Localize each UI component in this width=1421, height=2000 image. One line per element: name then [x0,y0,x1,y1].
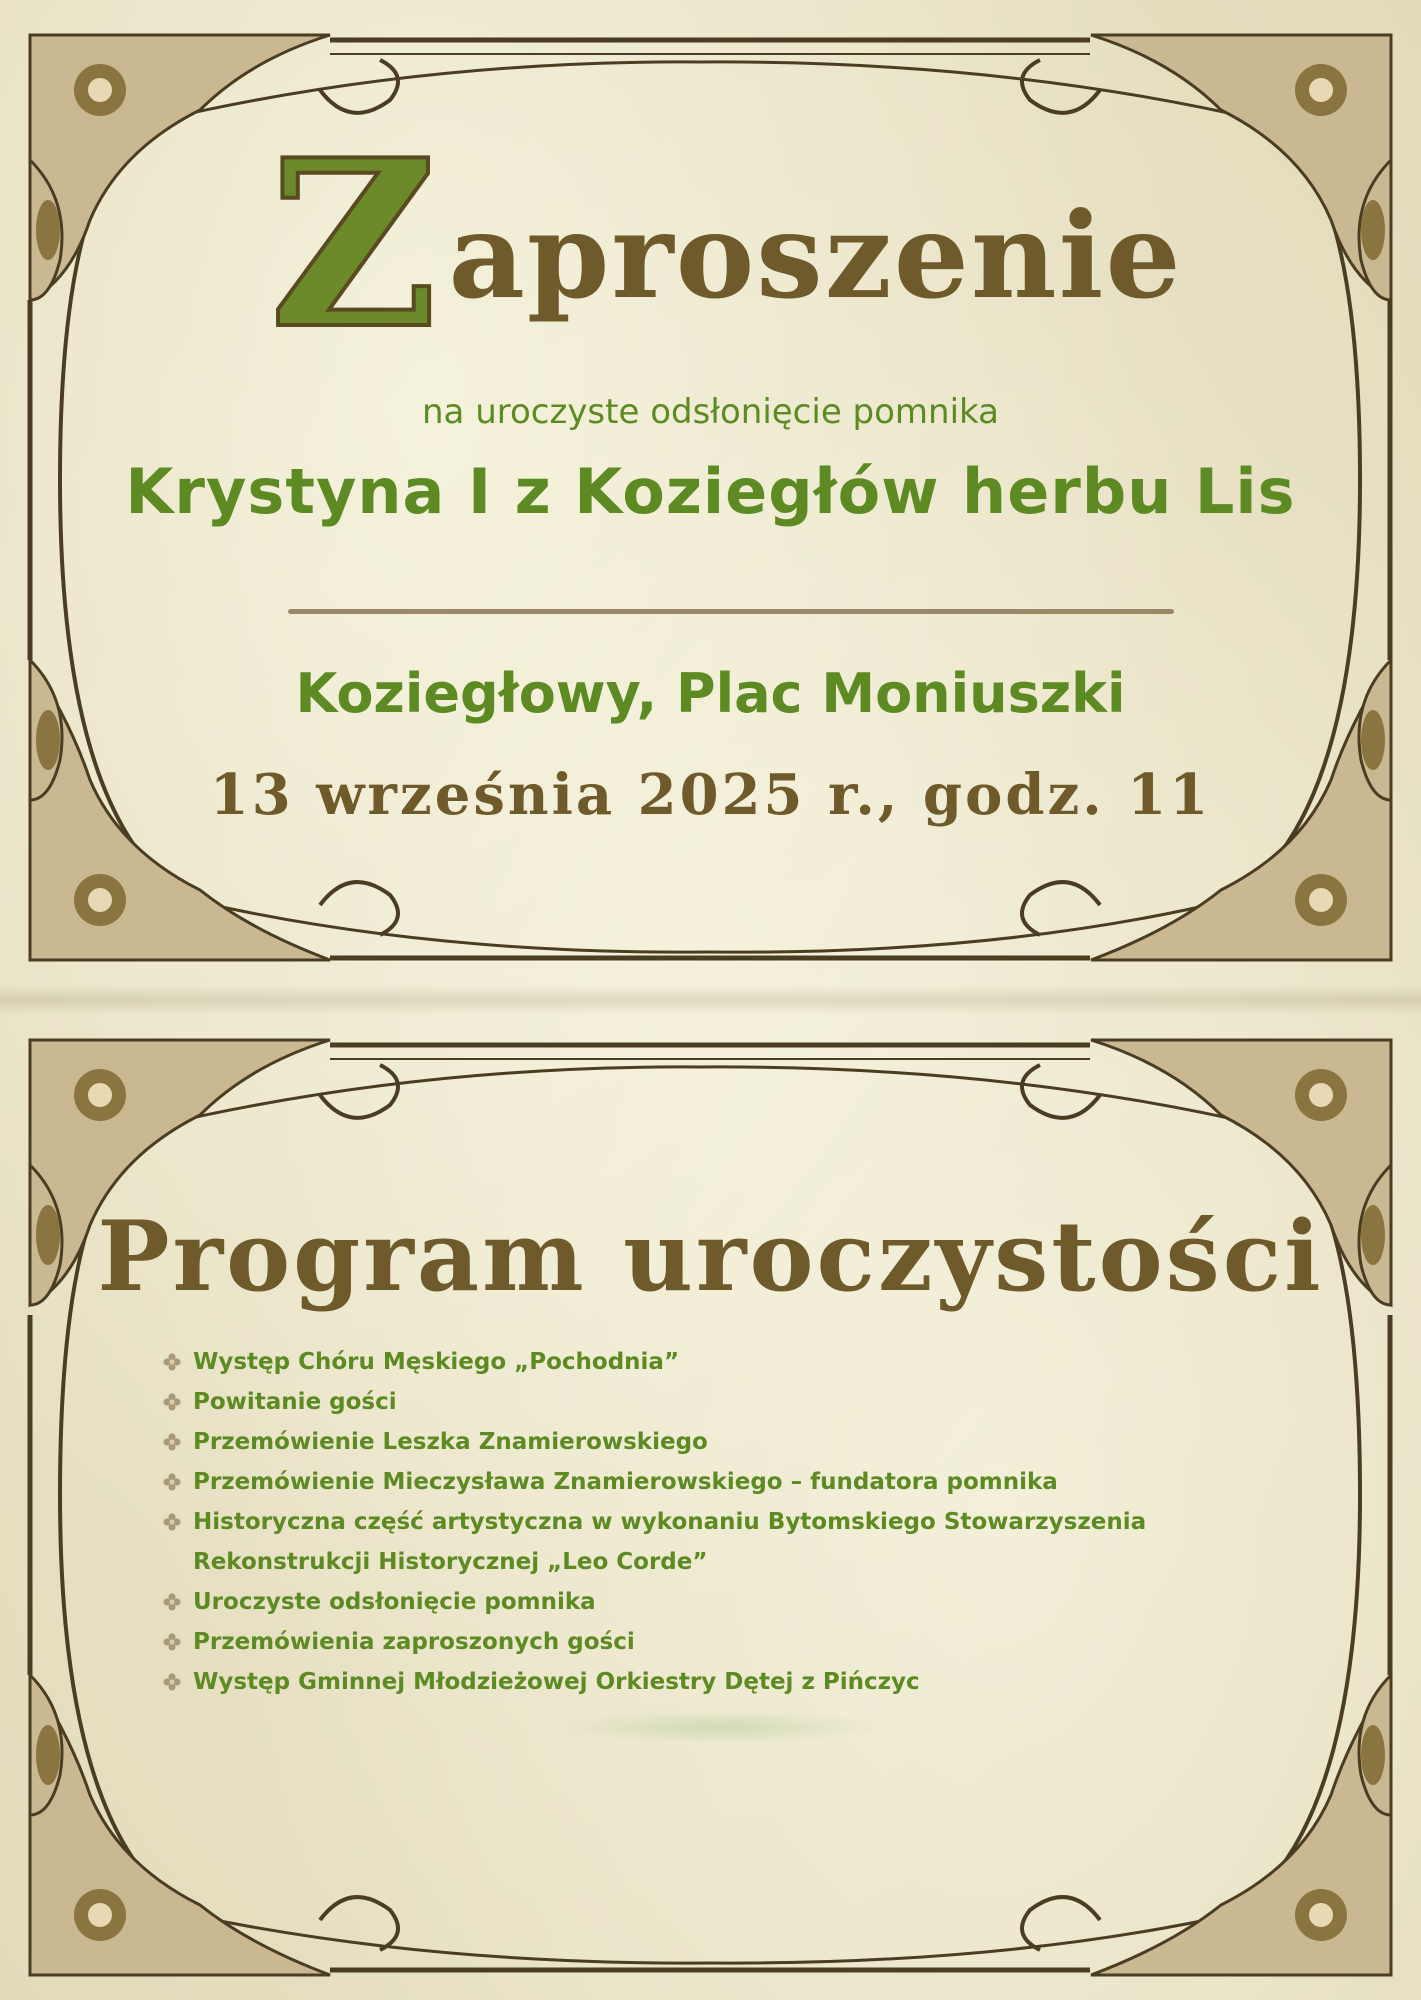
program-list [163,1342,1323,1702]
program-item [163,1422,1323,1462]
program-item-text: Przemówienie Mieczysława Znamierowskiego – fundatora pomnika [193,1469,1058,1495]
program-item-text: Uroczyste odsłonięcie pomnika [193,1589,596,1615]
program-item [163,1382,1323,1422]
program-item [163,1462,1323,1502]
flower-bullet-icon [163,1633,181,1651]
flower-bullet-icon [163,1473,181,1491]
program-title: Program uroczystości [97,1200,1324,1313]
flower-bullet-icon [163,1393,181,1411]
program-item-text: Przemówienia zaproszonych gości [193,1629,635,1655]
event-date: 13 września 2025 r., godz. 11 [209,762,1212,828]
subtitle: na uroczyste odsłonięcie pomnika [422,392,999,432]
program-item-text: Przemówienie Leszka Znamierowskiego [193,1429,708,1455]
program-item [163,1622,1323,1662]
title-rest: aproszenie [448,185,1183,325]
flower-bullet-icon [163,1593,181,1611]
flower-bullet-icon [163,1513,181,1531]
monument-name: Krystyna I z Koziegłów herbu Lis [125,455,1296,528]
title-initial: Z [269,110,438,380]
program-item [163,1502,1323,1582]
program-item [163,1582,1323,1622]
program-item-text: Powitanie gości [193,1389,397,1415]
event-place: Koziegłowy, Plac Moniuszki [295,662,1126,725]
program-item [163,1662,1323,1702]
program-item-text: Występ Chóru Męskiego „Pochodnia” [193,1349,680,1375]
flower-bullet-icon [163,1433,181,1451]
flower-bullet-icon [163,1673,181,1691]
decorative-initial [238,110,468,380]
program-item-text: Historyczna część artystyczna w wykonaniu Bytomskiego Stowarzyszenia Rekonstrukcji Historycznej „Leo Corde” [193,1509,1147,1575]
blurred-area [560,1710,880,1744]
program-item [163,1342,1323,1382]
divider-line [288,609,1174,614]
flower-bullet-icon [163,1353,181,1371]
program-item-text: Występ Gminnej Młodzieżowej Orkiestry Dętej z Pińczyc [193,1669,920,1695]
invitation-title [0,110,1421,380]
